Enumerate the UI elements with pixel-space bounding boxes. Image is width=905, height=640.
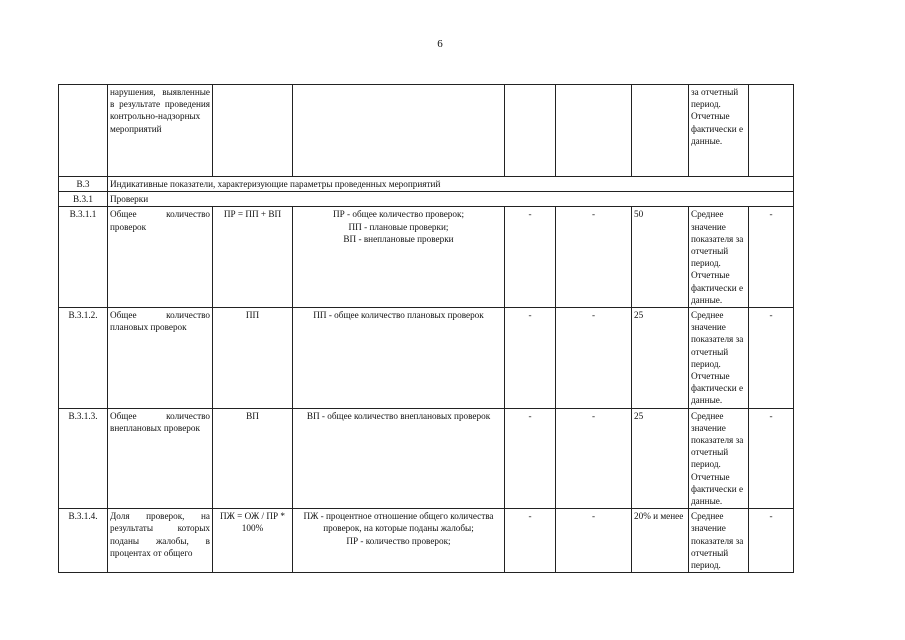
indicator-name: Общее количество внеплановых проверок bbox=[108, 408, 213, 509]
section-title: Индикативные показатели, характеризующие параметры проведенных мероприятий bbox=[108, 177, 794, 192]
table-row bbox=[59, 207, 794, 308]
indicator-comment: ПР - общее количество проверок; ПП - плановые проверки; ВП - внеплановые проверки bbox=[293, 207, 505, 308]
indicator-comment: ПП - общее количество плановых проверок bbox=[293, 308, 505, 409]
indicator-code: В.3.1.4. bbox=[59, 509, 108, 573]
indicator-comment: ПЖ - процентное отношение общего количества проверок, на которые поданы жалобы; ПР - количество проверок; bbox=[293, 509, 505, 573]
section-b31-row bbox=[59, 192, 794, 207]
indicator-col5: - bbox=[505, 408, 556, 509]
indicator-col9: - bbox=[749, 207, 794, 308]
indicator-col9: - bbox=[749, 408, 794, 509]
indicator-col6: - bbox=[556, 509, 632, 573]
indicator-formula: ПР = ПП + ВП bbox=[213, 207, 293, 308]
indicator-comment: ВП - общее количество внеплановых проверок bbox=[293, 408, 505, 509]
indicator-col5: - bbox=[505, 509, 556, 573]
subsection-title: Проверки bbox=[108, 192, 794, 207]
indicator-target: 25 bbox=[632, 308, 689, 409]
indicator-col5: - bbox=[505, 207, 556, 308]
continued-basis-cell: за отчетный период. Отчетные фактически е данные. bbox=[689, 85, 749, 177]
indicator-target: 50 bbox=[632, 207, 689, 308]
indicator-name: Общее количество плановых проверок bbox=[108, 308, 213, 409]
indicator-col6: - bbox=[556, 308, 632, 409]
indicator-target: 20% и менее bbox=[632, 509, 689, 573]
indicator-name: Общее количество проверок bbox=[108, 207, 213, 308]
indicator-basis: Среднее значение показателя за отчетный период. bbox=[689, 509, 749, 573]
indicator-col5: - bbox=[505, 308, 556, 409]
indicator-code: В.3.1.2. bbox=[59, 308, 108, 409]
indicator-name: Доля проверок, на результаты которых поданы жалобы, в процентах от общего bbox=[108, 509, 213, 573]
indicator-code: В.3.1.1 bbox=[59, 207, 108, 308]
indicator-basis: Среднее значение показателя за отчетный период. Отчетные фактически е данные. bbox=[689, 207, 749, 308]
continued-target-cell bbox=[632, 85, 689, 177]
indicator-formula: ПП bbox=[213, 308, 293, 409]
continued-row bbox=[59, 85, 794, 177]
indicator-formula: ВП bbox=[213, 408, 293, 509]
indicator-basis: Среднее значение показателя за отчетный период. Отчетные фактически е данные. bbox=[689, 308, 749, 409]
page-number: 6 bbox=[437, 38, 443, 50]
indicator-col9: - bbox=[749, 509, 794, 573]
continued-c9-cell bbox=[749, 85, 794, 177]
section-code: В.3 bbox=[59, 177, 108, 192]
continued-c5-cell bbox=[505, 85, 556, 177]
indicator-basis: Среднее значение показателя за отчетный период. Отчетные фактически е данные. bbox=[689, 408, 749, 509]
continued-name-cell: нарушения, выявленные в результате проведения контрольно-надзорных мероприятий bbox=[108, 85, 213, 177]
indicator-col6: - bbox=[556, 408, 632, 509]
continued-c6-cell bbox=[556, 85, 632, 177]
continued-formula-cell bbox=[213, 85, 293, 177]
subsection-code: В.3.1 bbox=[59, 192, 108, 207]
indicator-code: В.3.1.3. bbox=[59, 408, 108, 509]
table-row bbox=[59, 509, 794, 573]
indicator-formula: ПЖ = ОЖ / ПР * 100% bbox=[213, 509, 293, 573]
indicator-target: 25 bbox=[632, 408, 689, 509]
indicator-col6: - bbox=[556, 207, 632, 308]
continued-code-cell bbox=[59, 85, 108, 177]
indicator-col9: - bbox=[749, 308, 794, 409]
table-row bbox=[59, 408, 794, 509]
table-row bbox=[59, 308, 794, 409]
section-b3-row bbox=[59, 177, 794, 192]
indicators-table bbox=[58, 84, 794, 573]
continued-comment-cell bbox=[293, 85, 505, 177]
